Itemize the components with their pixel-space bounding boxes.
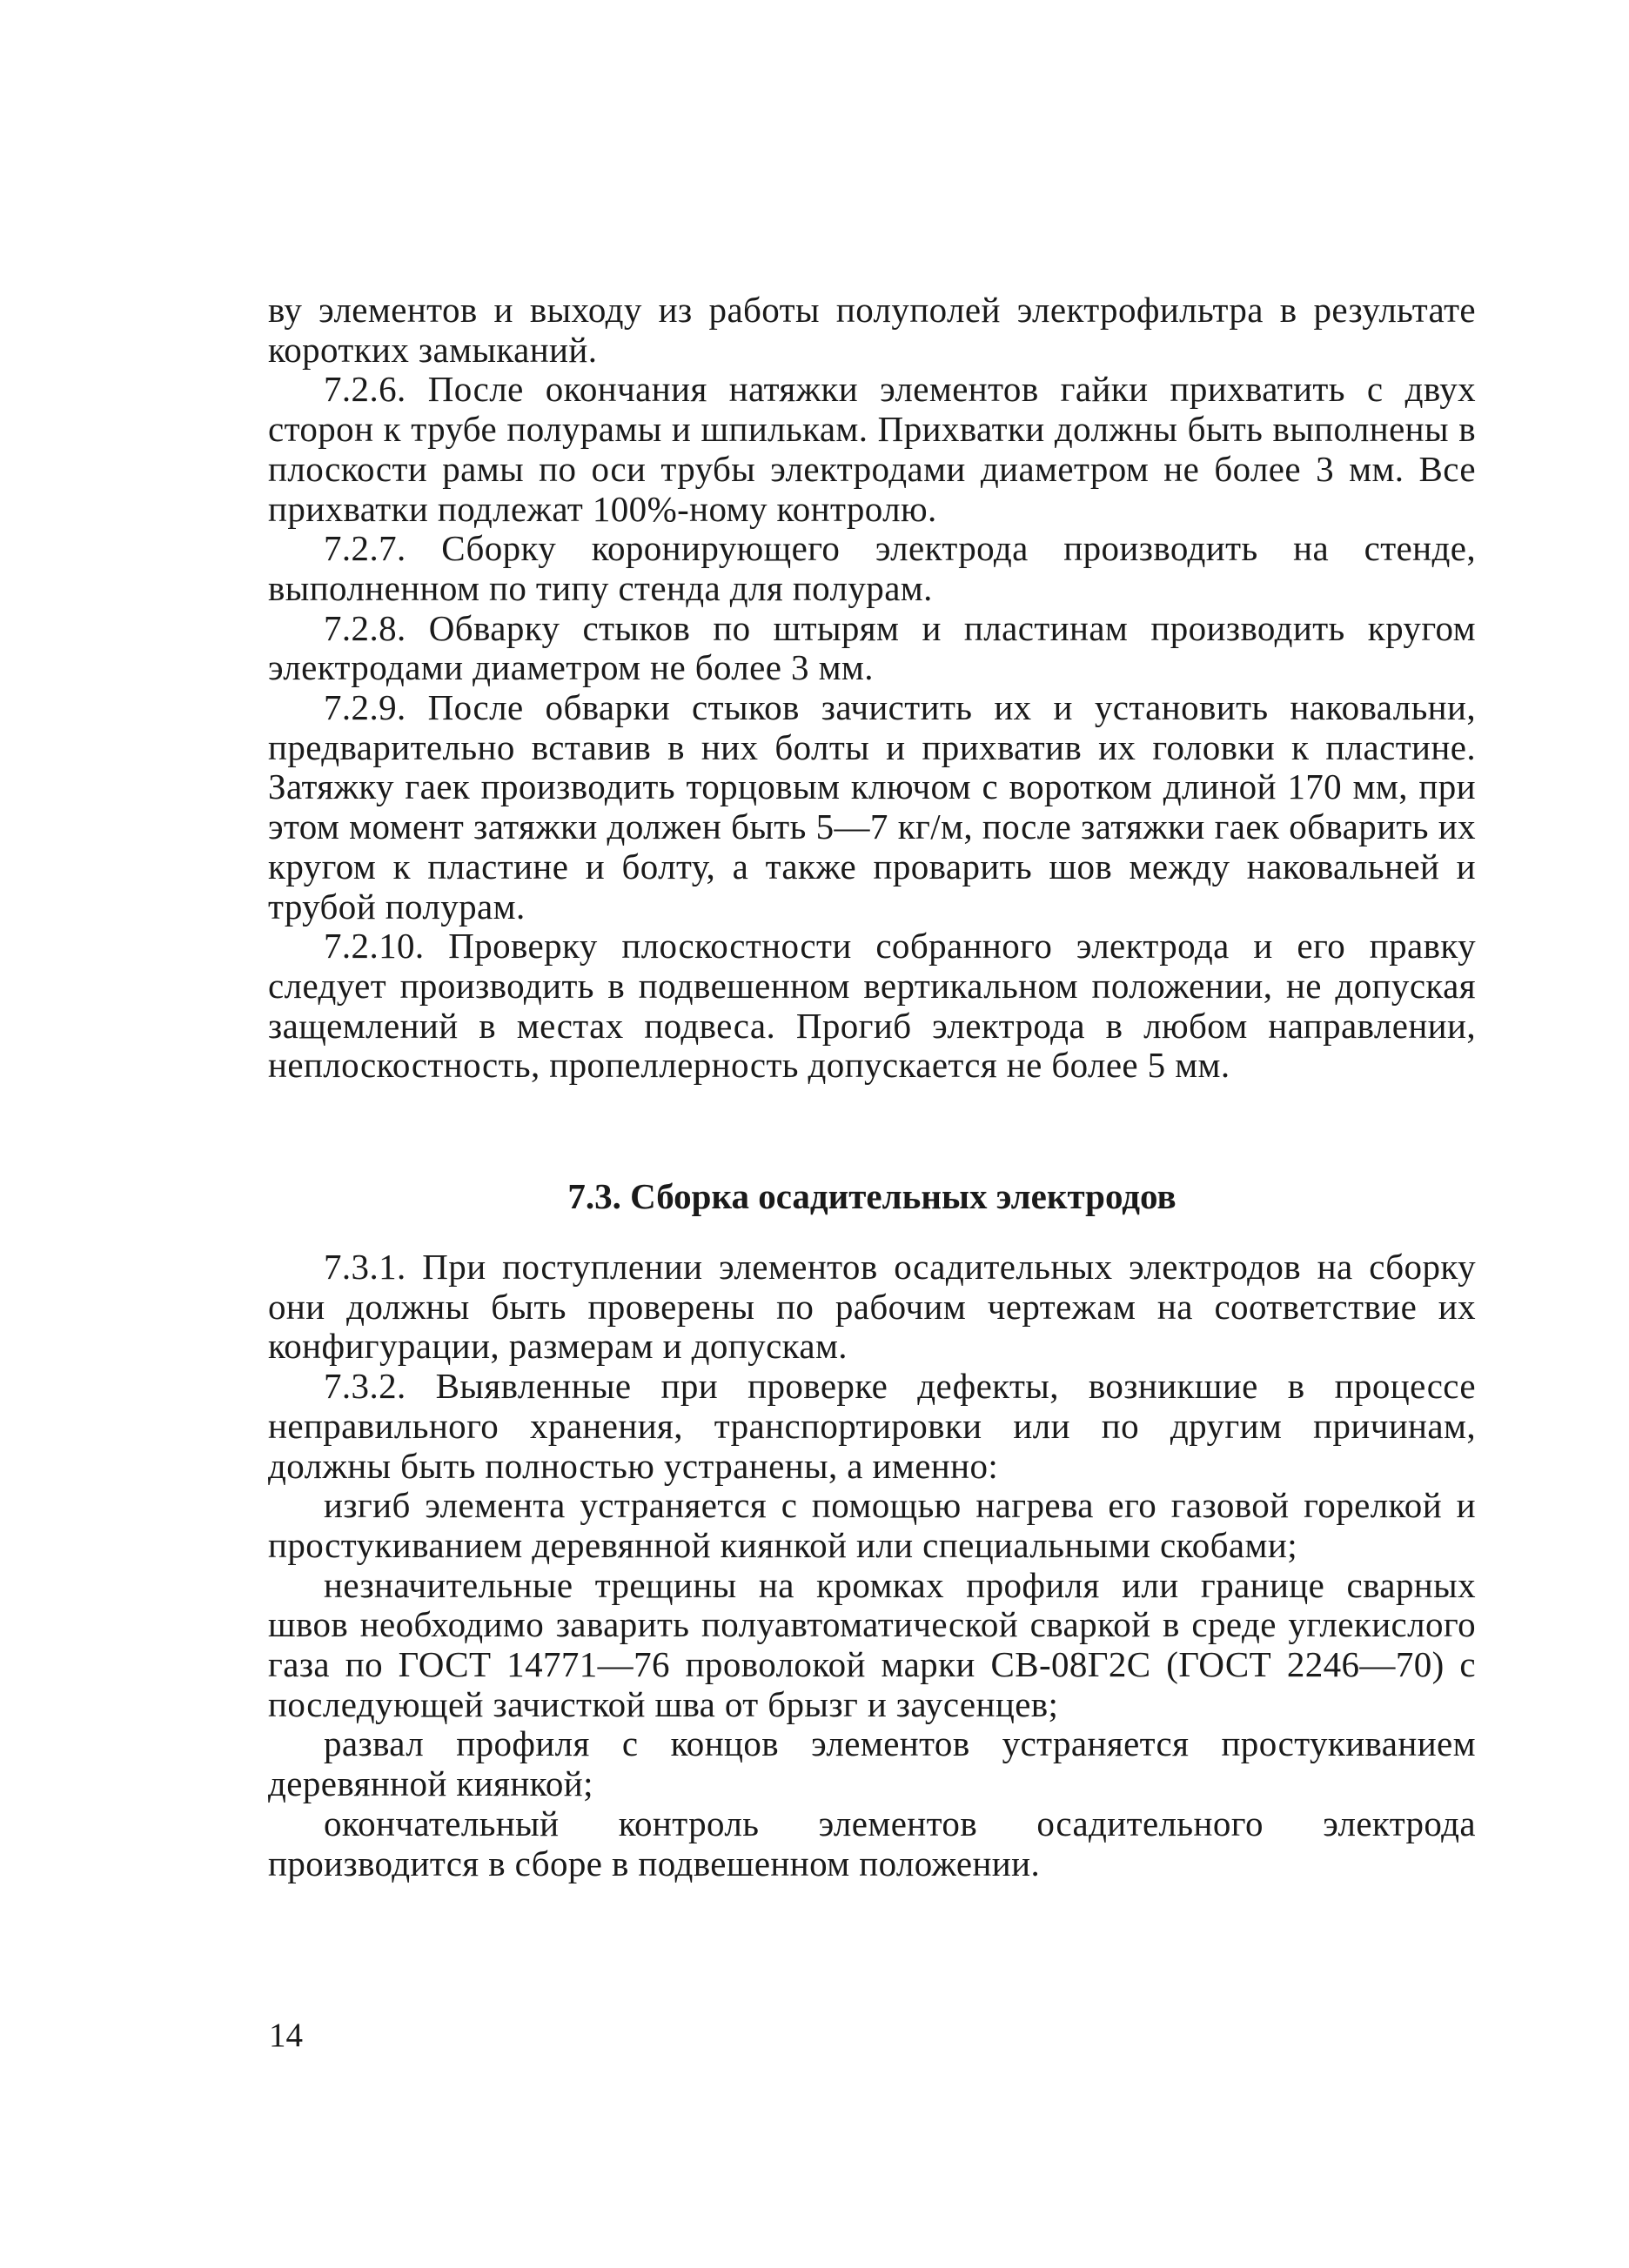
- paragraph-7-3-2: 7.3.2. Выявленные при проверке дефекты, возникшие в процессе неправильного хранения, транспортировки или по другим причинам, должны быть полностью устранены, а именно:: [268, 1366, 1476, 1486]
- page-number: 14: [269, 2017, 303, 2054]
- list-item-final-control: окончательный контроль элементов осадительного электрода производится в сборе в подвешенном положении.: [268, 1803, 1476, 1883]
- paragraph-continuation: ву элементов и выходу из работы полуполей электрофильтра в результате коротких замыканий.: [268, 290, 1476, 370]
- text-block-top: [268, 291, 1476, 1086]
- list-item-cracks: незначительные трещины на кромках профиля или границе сварных швов необходимо заварить полуавтоматической сваркой в среде углекислого газа по ГОСТ 14771—76 проволокой марки СВ-08Г2С (ГОСТ 2246—70) с последующей зачисткой шва от брызг и заусенцев;: [268, 1564, 1476, 1724]
- paragraph-7-2-7: 7.2.7. Сборку коронирующего электрода производить на стенде, выполненном по типу стенда для полурам.: [268, 528, 1476, 608]
- paragraph-7-2-10: 7.2.10. Проверку плоскостности собранного электрода и его правку следует производить в подвешенном вертикальном положении, не допуская защемлений в местах подвеса. Прогиб электрода в любом направлении, неплоскостность, пропеллерность допускается не более 5 мм.: [268, 926, 1476, 1086]
- list-item-profile: развал профиля с концов элементов устраняется простукиванием деревянной киянкой;: [268, 1723, 1476, 1804]
- paragraph-7-2-9: 7.2.9. После обварки стыков зачистить их и установить наковальни, предварительно вставив в них болты и прихватив их головки к пластине. Затяжку гаек производить торцовым ключом с воротком длиной 170 мм, при этом момент затяжки должен быть 5—7 кг/м, после затяжки гаек обварить их кругом к пластине и болту, а также проварить шов между наковальней и трубой полурам.: [268, 687, 1476, 927]
- paragraph-7-3-1: 7.3.1. При поступлении элементов осадительных электродов на сборку они должны быть проверены по рабочим чертежам на соответствие их конфигурации, размерам и допускам.: [268, 1247, 1476, 1367]
- section-heading: 7.3. Сборка осадительных электродов: [567, 1176, 1176, 1216]
- list-item-bend: изгиб элемента устраняется с помощью нагрева его газовой горелкой и простукиванием деревянной киянкой или специальными скобами;: [268, 1485, 1476, 1565]
- paragraph-7-2-6: 7.2.6. После окончания натяжки элементов гайки прихватить с двух сторон к трубе полурамы и шпилькам. Прихватки должны быть выполнены в плоскости рамы по оси трубы электродами диаметром не более 3 мм. Все прихватки подлежат 100%-ному контролю.: [268, 369, 1476, 529]
- paragraph-7-2-8: 7.2.8. Обварку стыков по штырям и пластинам производить кругом электродами диаметром не более 3 мм.: [268, 607, 1476, 688]
- text-block-bottom: [268, 1248, 1476, 1883]
